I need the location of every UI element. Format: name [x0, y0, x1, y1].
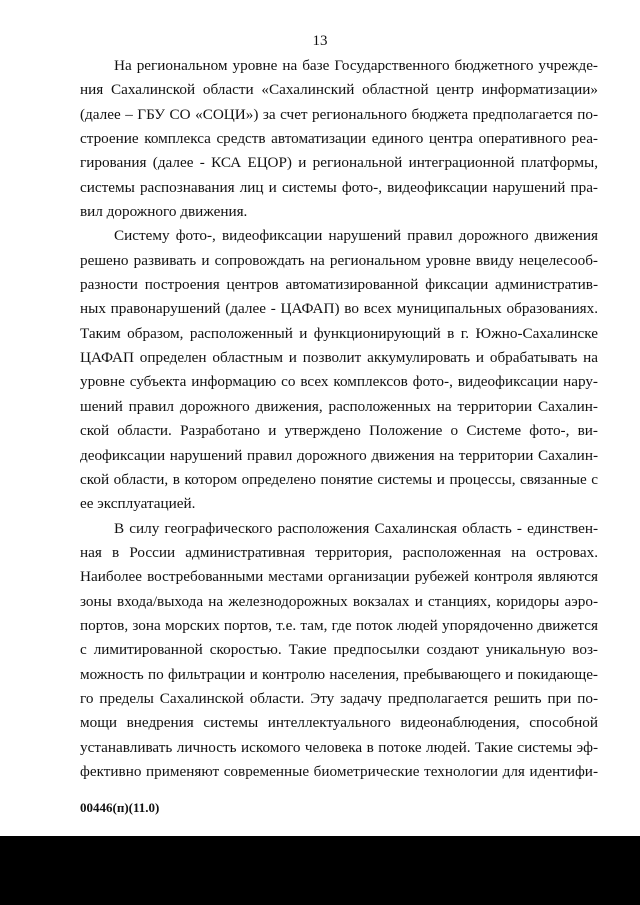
text-line: можность по фильтрации и контролю населения, пребывающего и покидающе-: [80, 665, 598, 683]
text-line: гирования (далее - КСА ЕЦОР) и региональной интеграционной платформы,: [80, 154, 598, 172]
paragraph-geographic-location: [80, 517, 598, 785]
text-line: строение комплекса средств автоматизации единого центра оперативного реа-: [80, 130, 598, 148]
text-line: фективно применяют современные биометрические технологии для идентифи-: [80, 762, 598, 780]
text-line: ЦАФАП определен областным и позволит аккумулировать и обрабатывать на: [80, 349, 598, 367]
text-line: ской области. Разработано и утверждено Положение о Системе фото-, ви-: [80, 422, 598, 440]
paragraph-regional-center: [80, 54, 598, 224]
text-line: ная в России административная территория, расположенная на островах.: [80, 543, 599, 561]
text-line: деофиксации нарушений правил дорожного движения на территории Сахалин-: [80, 446, 598, 464]
text-line: Систему фото-, видеофиксации нарушений правил дорожного движения: [114, 227, 598, 245]
text-line: В силу географического расположения Сахалинская область - единствен-: [114, 519, 598, 537]
text-line: мощи внедрения системы интеллектуального видеонаблюдения, способной: [80, 714, 598, 732]
text-line: На региональном уровне на базе Государственного бюджетного учрежде-: [114, 57, 598, 74]
text-line: с лимитированной скоростью. Такие предпосылки создают уникальную воз-: [80, 641, 598, 659]
text-line: портов, зона морских портов, т.е. там, где поток людей упорядоченно движется: [80, 616, 598, 634]
text-line: ния Сахалинской области «Сахалинский областной центр информатизации»: [80, 81, 598, 99]
text-line: уровне субъекта информацию со всех комплексов фото-, видеофиксации нару-: [80, 373, 598, 391]
text-line: зоны входа/выхода на железнодорожных вокзалах и станциях, коридоры аэро-: [80, 592, 599, 610]
page-number: 13: [312, 33, 328, 49]
document-body: [80, 54, 598, 784]
text-line: шений правил дорожного движения, расположенных на территории Сахалин-: [80, 397, 598, 415]
text-line: разности построения центров автоматизированной фиксации административ-: [80, 276, 598, 294]
text-line: (далее – ГБУ СО «СОЦИ») за счет регионального бюджета предполагается по-: [80, 105, 598, 123]
text-line: Таким образом, расположенный и функционирующий в г. Южно-Сахалинске: [80, 324, 598, 342]
paragraph-photo-video-system: [80, 224, 598, 516]
text-line: решено развивать и сопровождать на региональном уровне ввиду нецелесооб-: [80, 251, 598, 269]
text-line: ской области, в котором определено понятие системы и процессы, связанные с: [80, 470, 598, 488]
text-line: устанавливать личность искомого человека в потоке людей. Такие системы эф-: [80, 738, 598, 756]
text-line: вил дорожного движения.: [80, 203, 248, 221]
scan-border: [0, 836, 640, 905]
text-line: системы распознавания лиц и системы фото-, видеофиксации нарушений пра-: [80, 178, 598, 196]
document-code: 00446(п)(11.0): [80, 800, 160, 815]
text-line: го пределы Сахалинской области. Эту задачу предполагается решить при по-: [80, 689, 598, 707]
text-line: Наиболее востребованными местами организации рубежей контроля являются: [80, 568, 598, 586]
text-line: ных правонарушений (далее - ЦАФАП) во всех муниципальных образованиях.: [80, 300, 598, 318]
text-line: ее эксплуатацией.: [80, 495, 196, 513]
